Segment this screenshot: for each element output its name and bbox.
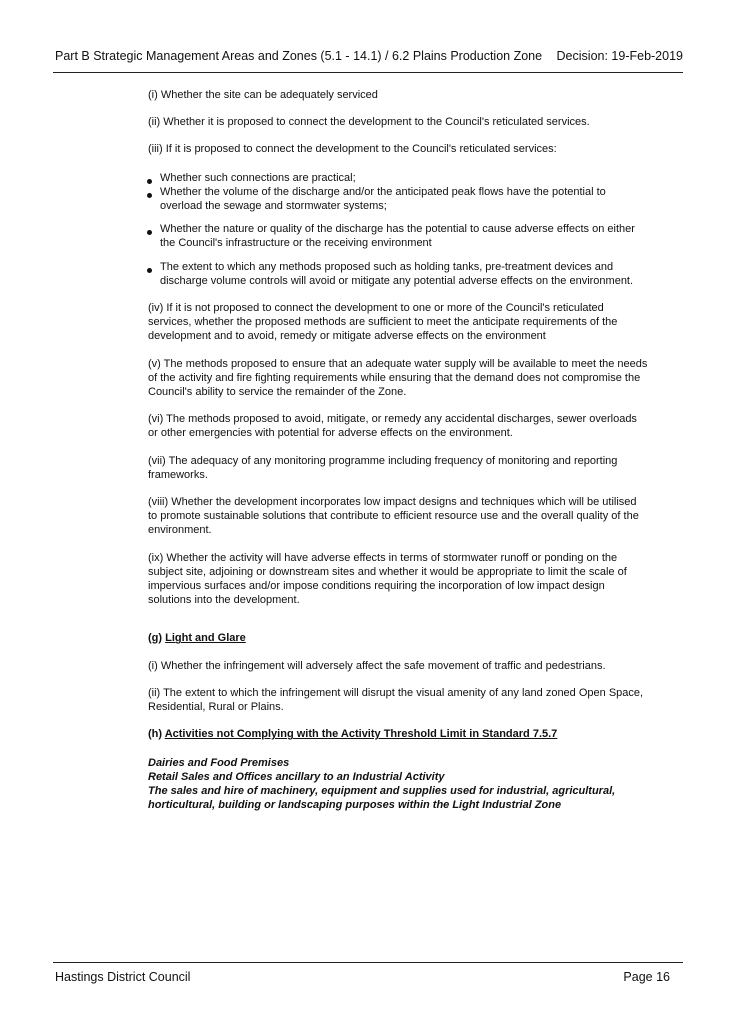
paragraph-iv: (iv) If it is not proposed to connect the development to one or more of the Council's reticulated services, whether the proposed methods are sufficient to meet the anticipate requirements of the development and to avoid, remedy or mitigate adverse effects on the environment — [148, 302, 618, 343]
list-item: The extent to which any methods proposed such as holding tanks, pre-treatment devices and discharge volume controls will avoid or mitigate any potential adverse effects on the environment. — [148, 260, 648, 288]
header-divider — [53, 72, 683, 73]
header-title: Part B Strategic Management Areas and Zones (5.1 - 14.1) / 6.2 Plains Production Zone — [55, 49, 543, 63]
bullet-icon — [147, 179, 152, 184]
bullet-icon — [147, 193, 152, 198]
list-item: Whether the volume of the discharge and/or the anticipated peak flows have the potential to overload the sewage and stormwater systems; — [148, 185, 648, 213]
bullet-icon — [147, 268, 152, 273]
paragraph-ii: (ii) Whether it is proposed to connect the development to the Council's reticulated services. — [148, 116, 590, 129]
section-g-heading: (g) Light and Glare — [148, 632, 246, 645]
bullet-icon — [147, 230, 152, 235]
list-item: Whether the nature or quality of the discharge has the potential to cause adverse effects on either the Council's infrastructure or the receiving environment — [148, 222, 648, 250]
section-g-paragraph-ii: (ii) The extent to which the infringement will disrupt the visual amenity of any land zoned Open Space, Residential, Rural or Plains. — [148, 686, 644, 714]
page-header — [53, 47, 683, 65]
paragraph-ix: (ix) Whether the activity will have adverse effects in terms of stormwater runoff or ponding on the subject site, adjoining or downstream sites and whether it would be appropriate to limit the scale of impervious surfaces and/or impose conditions requiring the incorporation of low impact design solutions into the development. — [148, 551, 627, 607]
paragraph-i: (i) Whether the site can be adequately serviced — [148, 89, 378, 101]
activity-line: The sales and hire of machinery, equipment and supplies used for industrial, agricultural, horticultural, building or landscaping purposes within the Light Industrial Zone — [148, 784, 616, 812]
footer-organisation: Hastings District Council — [55, 970, 191, 984]
header-decision-date: Decision: 19-Feb-2019 — [556, 49, 683, 63]
section-h-title: Activities not Complying with the Activity Threshold Limit in Standard 7.5.7 — [164, 728, 558, 741]
list-item: Whether such connections are practical; — [148, 171, 648, 185]
paragraph-v: (v) The methods proposed to ensure that an adequate water supply will be available to meet the needs of the activity and fire fighting requirements while ensuring that the demand does not compromise the Council's ability to service the remainder of the Zone. — [148, 357, 648, 399]
section-h-activity-list — [148, 756, 648, 813]
page-number: Page 16 — [623, 970, 670, 984]
paragraph-vii: (vii) The adequacy of any monitoring programme including frequency of monitoring and reporting frameworks. — [148, 454, 618, 481]
footer-divider — [53, 962, 683, 963]
section-g-title: Light and Glare — [165, 632, 246, 645]
activity-line: Dairies and Food Premises — [148, 756, 290, 769]
activity-line: Retail Sales and Offices ancillary to an Industrial Activity — [148, 770, 445, 783]
paragraph-vi: (vi) The methods proposed to avoid, mitigate, or remedy any accidental discharges, sewer overloads or other emergencies with potential for adverse effects on the environment. — [148, 413, 637, 440]
services-bullet-list — [148, 171, 648, 288]
paragraph-viii: (viii) Whether the development incorporates low impact designs and techniques which will be utilised to promote sustainable solutions that contribute to efficient resource use and the overall quality of the environment. — [148, 496, 639, 537]
section-g-paragraph-i: (i) Whether the infringement will adversely affect the safe movement of traffic and pedestrians. — [148, 659, 606, 672]
page-body — [148, 88, 648, 812]
section-h-heading: (h) Activities not Complying with the Activity Threshold Limit in Standard 7.5.7 — [148, 728, 558, 741]
paragraph-iii: (iii) If it is proposed to connect the development to the Council's reticulated services: — [148, 143, 557, 156]
